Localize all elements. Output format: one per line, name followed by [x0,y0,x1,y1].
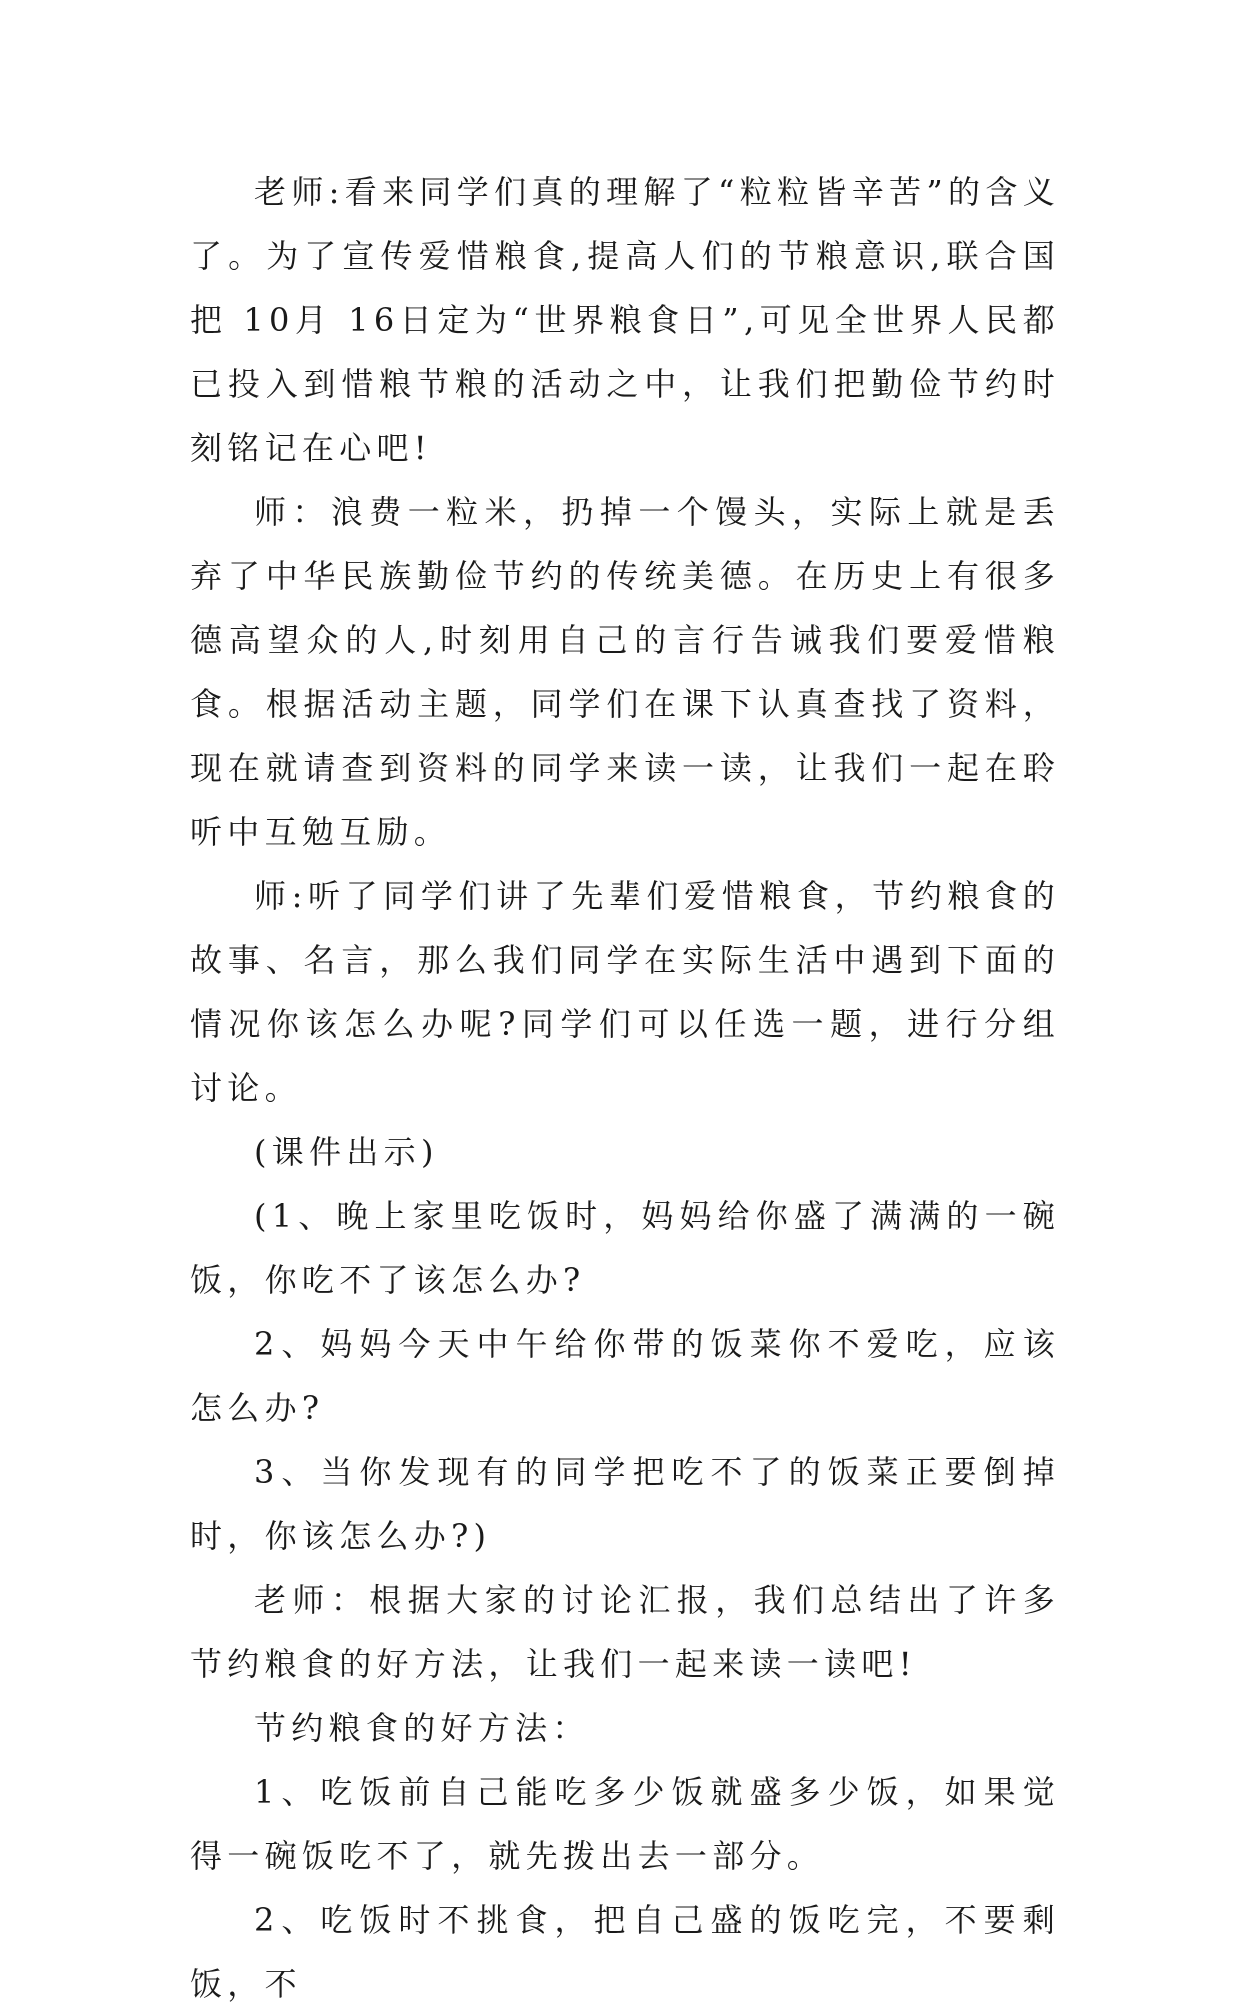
paragraph-methods-heading: 节约粮食的好方法： [254,1709,590,1747]
paragraph-teacher-waste: 师：浪费一粒米，扔掉一个馒头，实际上就是丢弃了中华民族勤俭节约的传统美德。在历史上有很多德高望众的人,时刻用自己的言行告诫我们要爱惜粮食。根据活动主题，同学们在课下认真查找了资料，现在就请查到资料的同学来读一读，让我们一起在聆听中互勉互励。 [190,493,1060,851]
paragraph-question-2: 2、妈妈今天中午给你带的饭菜你不爱吃，应该怎么办? [190,1325,1060,1427]
paragraph-method-2: 2、吃饭时不挑食，把自己盛的饭吃完，不要剩饭，不 [190,1901,1060,2003]
paragraph-teacher-meaning: 老师:看来同学们真的理解了“粒粒皆辛苦”的含义了。为了宣传爱惜粮食,提高人们的节粮意识,联合国把 10月 16日定为“世界粮食日”,可见全世界人民都已投入到惜粮节粮的活动之中，让我们把勤俭节约时刻铭记在心吧! [190,173,1060,467]
document-body [190,160,1060,2016]
paragraph-courseware: (课件出示) [254,1133,439,1171]
paragraph-method-1: 1、吃饭前自己能吃多少饭就盛多少饭，如果觉得一碗饭吃不了，就先拨出去一部分。 [190,1773,1060,1875]
paragraph-teacher-summary: 老师：根据大家的讨论汇报，我们总结出了许多节约粮食的好方法，让我们一起来读一读吧! [190,1581,1060,1683]
paragraph-question-1: (1、晚上家里吃饭时，妈妈给你盛了满满的一碗饭，你吃不了该怎么办? [190,1197,1060,1299]
paragraph-teacher-discussion: 师:听了同学们讲了先辈们爱惜粮食，节约粮食的故事、名言，那么我们同学在实际生活中遇到下面的情况你该怎么办呢?同学们可以任选一题，进行分组讨论。 [190,877,1060,1107]
paragraph-question-3: 3、当你发现有的同学把吃不了的饭菜正要倒掉时，你该怎么办?) [190,1453,1060,1555]
